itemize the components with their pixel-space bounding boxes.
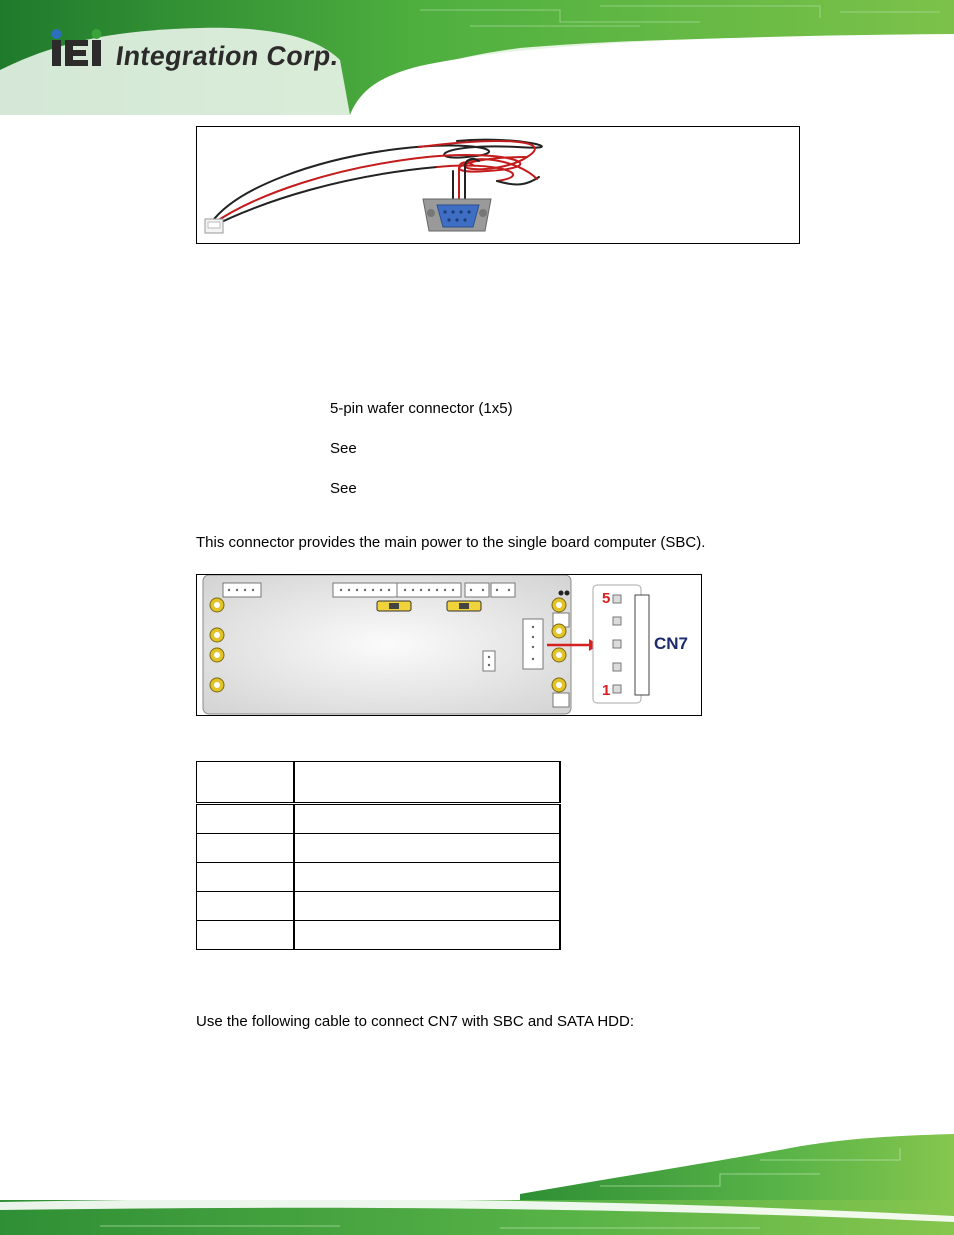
cable-image-frame [196, 126, 800, 244]
pin-cell [197, 892, 295, 921]
pin-cell [197, 804, 295, 834]
description-cell [294, 892, 560, 921]
table-header-row [197, 762, 561, 804]
header-description [294, 762, 560, 804]
table-row [197, 834, 561, 863]
table-row [197, 804, 561, 834]
pin-cell [197, 834, 295, 863]
description-cell [294, 834, 560, 863]
description-cell [294, 863, 560, 892]
cable-intro-text: Use the following cable to connect CN7 with SBC and SATA HDD: [196, 1013, 634, 1030]
pinout-table [196, 761, 561, 950]
description-cell [294, 921, 560, 950]
connector-description: This connector provides the main power to the single board computer (SBC). [196, 534, 706, 551]
connector-location-ref: See [330, 440, 357, 457]
pin-cell [197, 921, 295, 950]
table-row [197, 921, 561, 950]
connector-pinout-ref: See [330, 480, 357, 497]
pin-1-label: 1 [602, 682, 611, 699]
db9-cable-image [197, 127, 799, 243]
pin-5-label: 5 [602, 590, 611, 607]
table-row [197, 863, 561, 892]
connector-label: CN7 [654, 634, 689, 653]
logo-wordmark: Integration Corp. [113, 41, 341, 71]
board-diagram [197, 575, 701, 715]
description-cell [294, 804, 560, 834]
page-footer-banner [0, 1130, 954, 1235]
connector-type-value: 5-pin wafer connector (1x5) [330, 400, 513, 417]
header-pin [197, 762, 295, 804]
pin-cell [197, 863, 295, 892]
board-location-frame [196, 574, 702, 716]
table-row [197, 892, 561, 921]
